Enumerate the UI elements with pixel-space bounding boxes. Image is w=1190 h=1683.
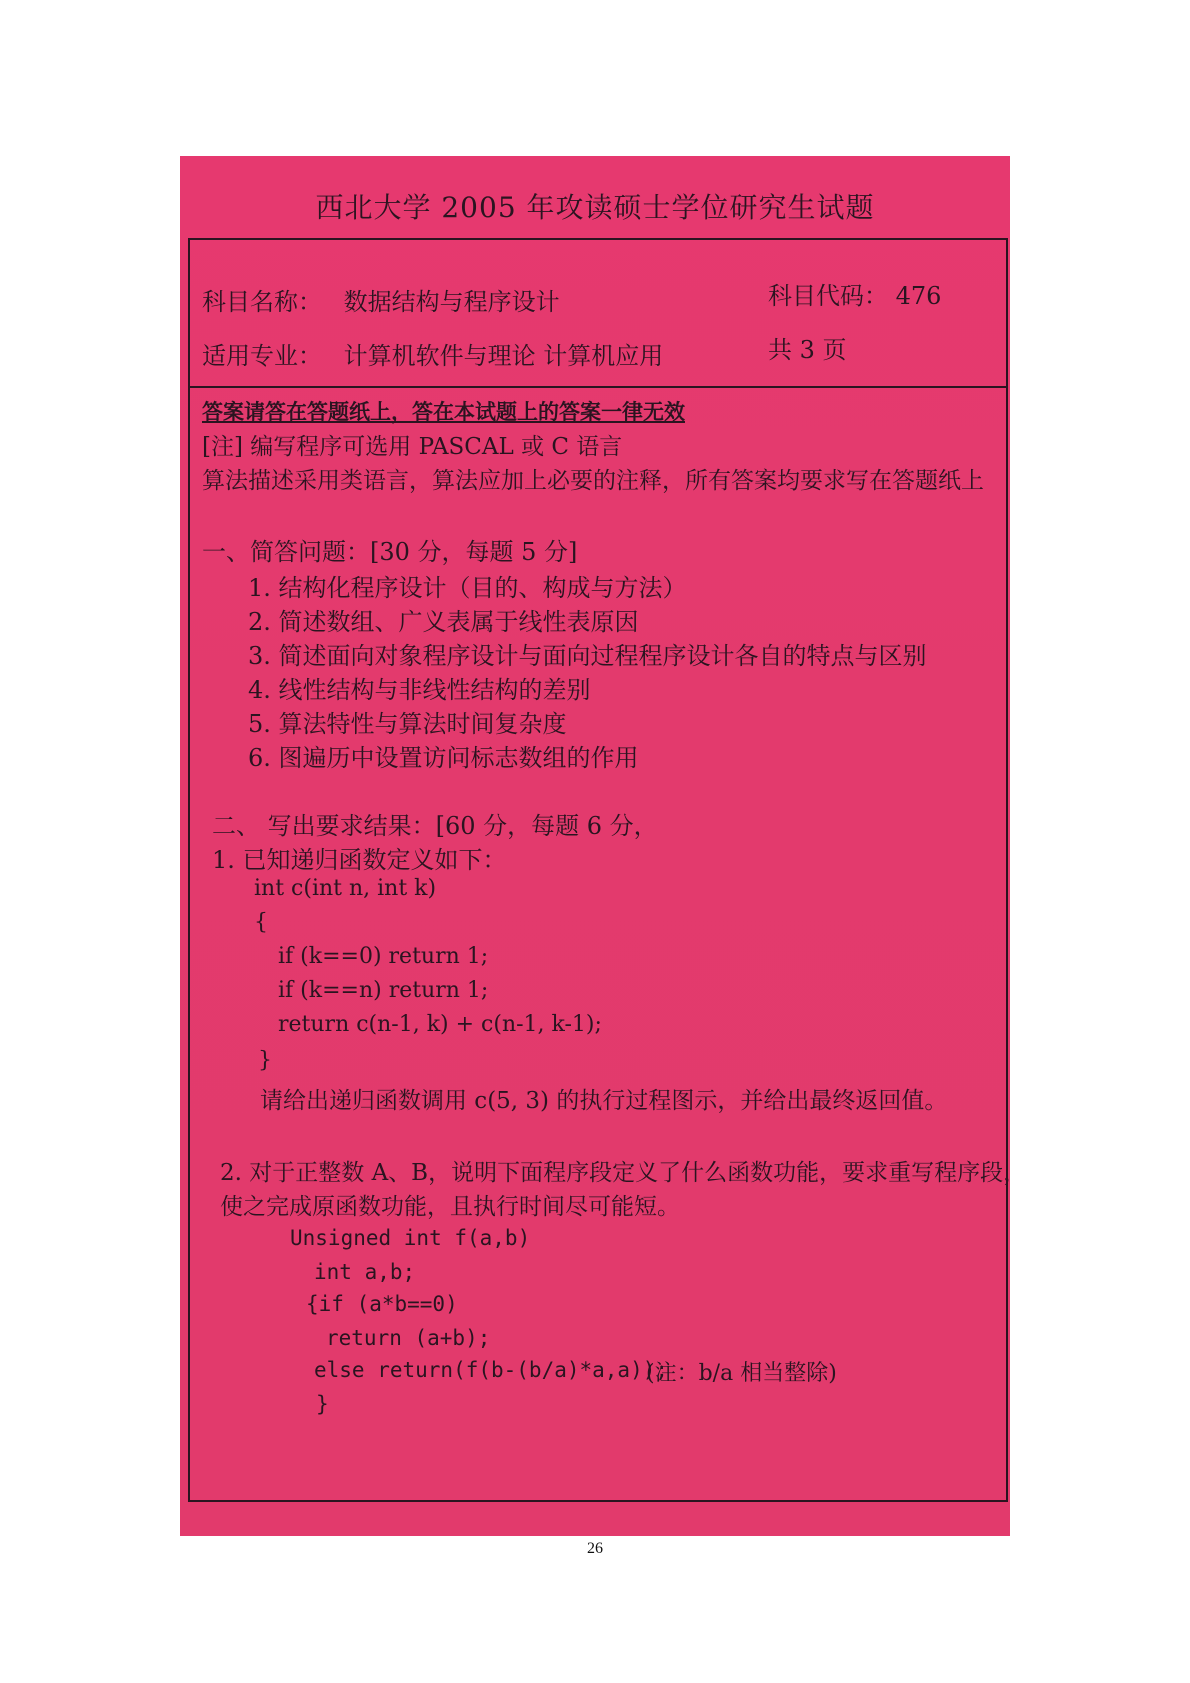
q2-intro-line1: 2. 对于正整数 A、B，说明下面程序段定义了什么函数功能，要求重写程序段， (220, 1160, 1027, 1186)
exam-sheet (180, 156, 1027, 1536)
q1-code-line: if (k==n) return 1; (278, 978, 489, 1003)
list-item: 5. 算法特性与算法时间复杂度 (248, 710, 567, 738)
major-value: 计算机软件与理论 计算机应用 (343, 342, 664, 370)
major-label: 适用专业： (202, 342, 322, 370)
section2-heading: 二、 写出要求结果：[60 分，每题 6 分， (212, 812, 658, 840)
subject-value: 数据结构与程序设计 (343, 288, 560, 316)
q2-intro-line2: 使之完成原函数功能，且执行时间尽可能短。 (220, 1194, 680, 1220)
q1-code-line: } (258, 1048, 272, 1073)
code-row (768, 276, 941, 311)
q1-ask: 请给出递归函数调用 c(5, 3) 的执行过程图示，并给出最终返回值。 (260, 1088, 948, 1114)
list-item: 4. 线性结构与非线性结构的差别 (248, 676, 591, 704)
list-item: 6. 图遍历中设置访问标志数组的作用 (248, 744, 639, 772)
section1-heading: 一、简答问题：[30 分，每题 5 分] (202, 538, 578, 566)
q2-code-line: else return(f(b-(b/a)*a,a)); (314, 1358, 669, 1382)
q2-code-line: {if (a*b==0) (306, 1292, 458, 1316)
q2-note: (注：b/a 相当整除) (646, 1361, 837, 1386)
content-frame (188, 238, 1027, 1502)
q1-intro: 1. 已知递归函数定义如下： (212, 846, 507, 874)
q1-code-line: if (k==0) return 1; (278, 944, 489, 969)
page-number: 26 (587, 1540, 603, 1557)
code-value: 476 (895, 282, 942, 310)
q1-code-line: return c(n-1, k) + c(n-1, k-1); (278, 1012, 602, 1037)
code-label: 科目代码： (768, 282, 888, 310)
list-item: 2. 简述数组、广义表属于线性表原因 (248, 608, 639, 636)
q2-code-line: } (316, 1392, 329, 1416)
subject-label: 科目名称： (202, 288, 322, 316)
note-language: [注] 编写程序可选用 PASCAL 或 C 语言 (202, 434, 623, 460)
q2-code-line: Unsigned int f(a,b) (290, 1226, 531, 1250)
q1-code-line: int c(int n, int k) (254, 876, 437, 901)
subject-row (202, 282, 560, 317)
header-divider (190, 386, 1006, 388)
answer-warning: 答案请答在答题纸上，答在本试题上的答案一律无效 (202, 399, 685, 424)
q2-code-line: return (a+b); (326, 1326, 491, 1350)
q2-code-line: int a,b; (314, 1260, 416, 1284)
pages-text: 共 3 页 (768, 336, 847, 364)
exam-title: 西北大学 2005 年攻读硕士学位研究生试题 (315, 191, 875, 224)
list-item: 1. 结构化程序设计（目的、构成与方法） (248, 574, 687, 602)
major-row (202, 336, 663, 371)
note-algorithm: 算法描述采用类语言，算法应加上必要的注释，所有答案均要求写在答题纸上 (202, 468, 984, 494)
list-item: 3. 简述面向对象程序设计与面向过程程序设计各自的特点与区别 (248, 642, 927, 670)
q1-code-line: { (254, 910, 268, 935)
